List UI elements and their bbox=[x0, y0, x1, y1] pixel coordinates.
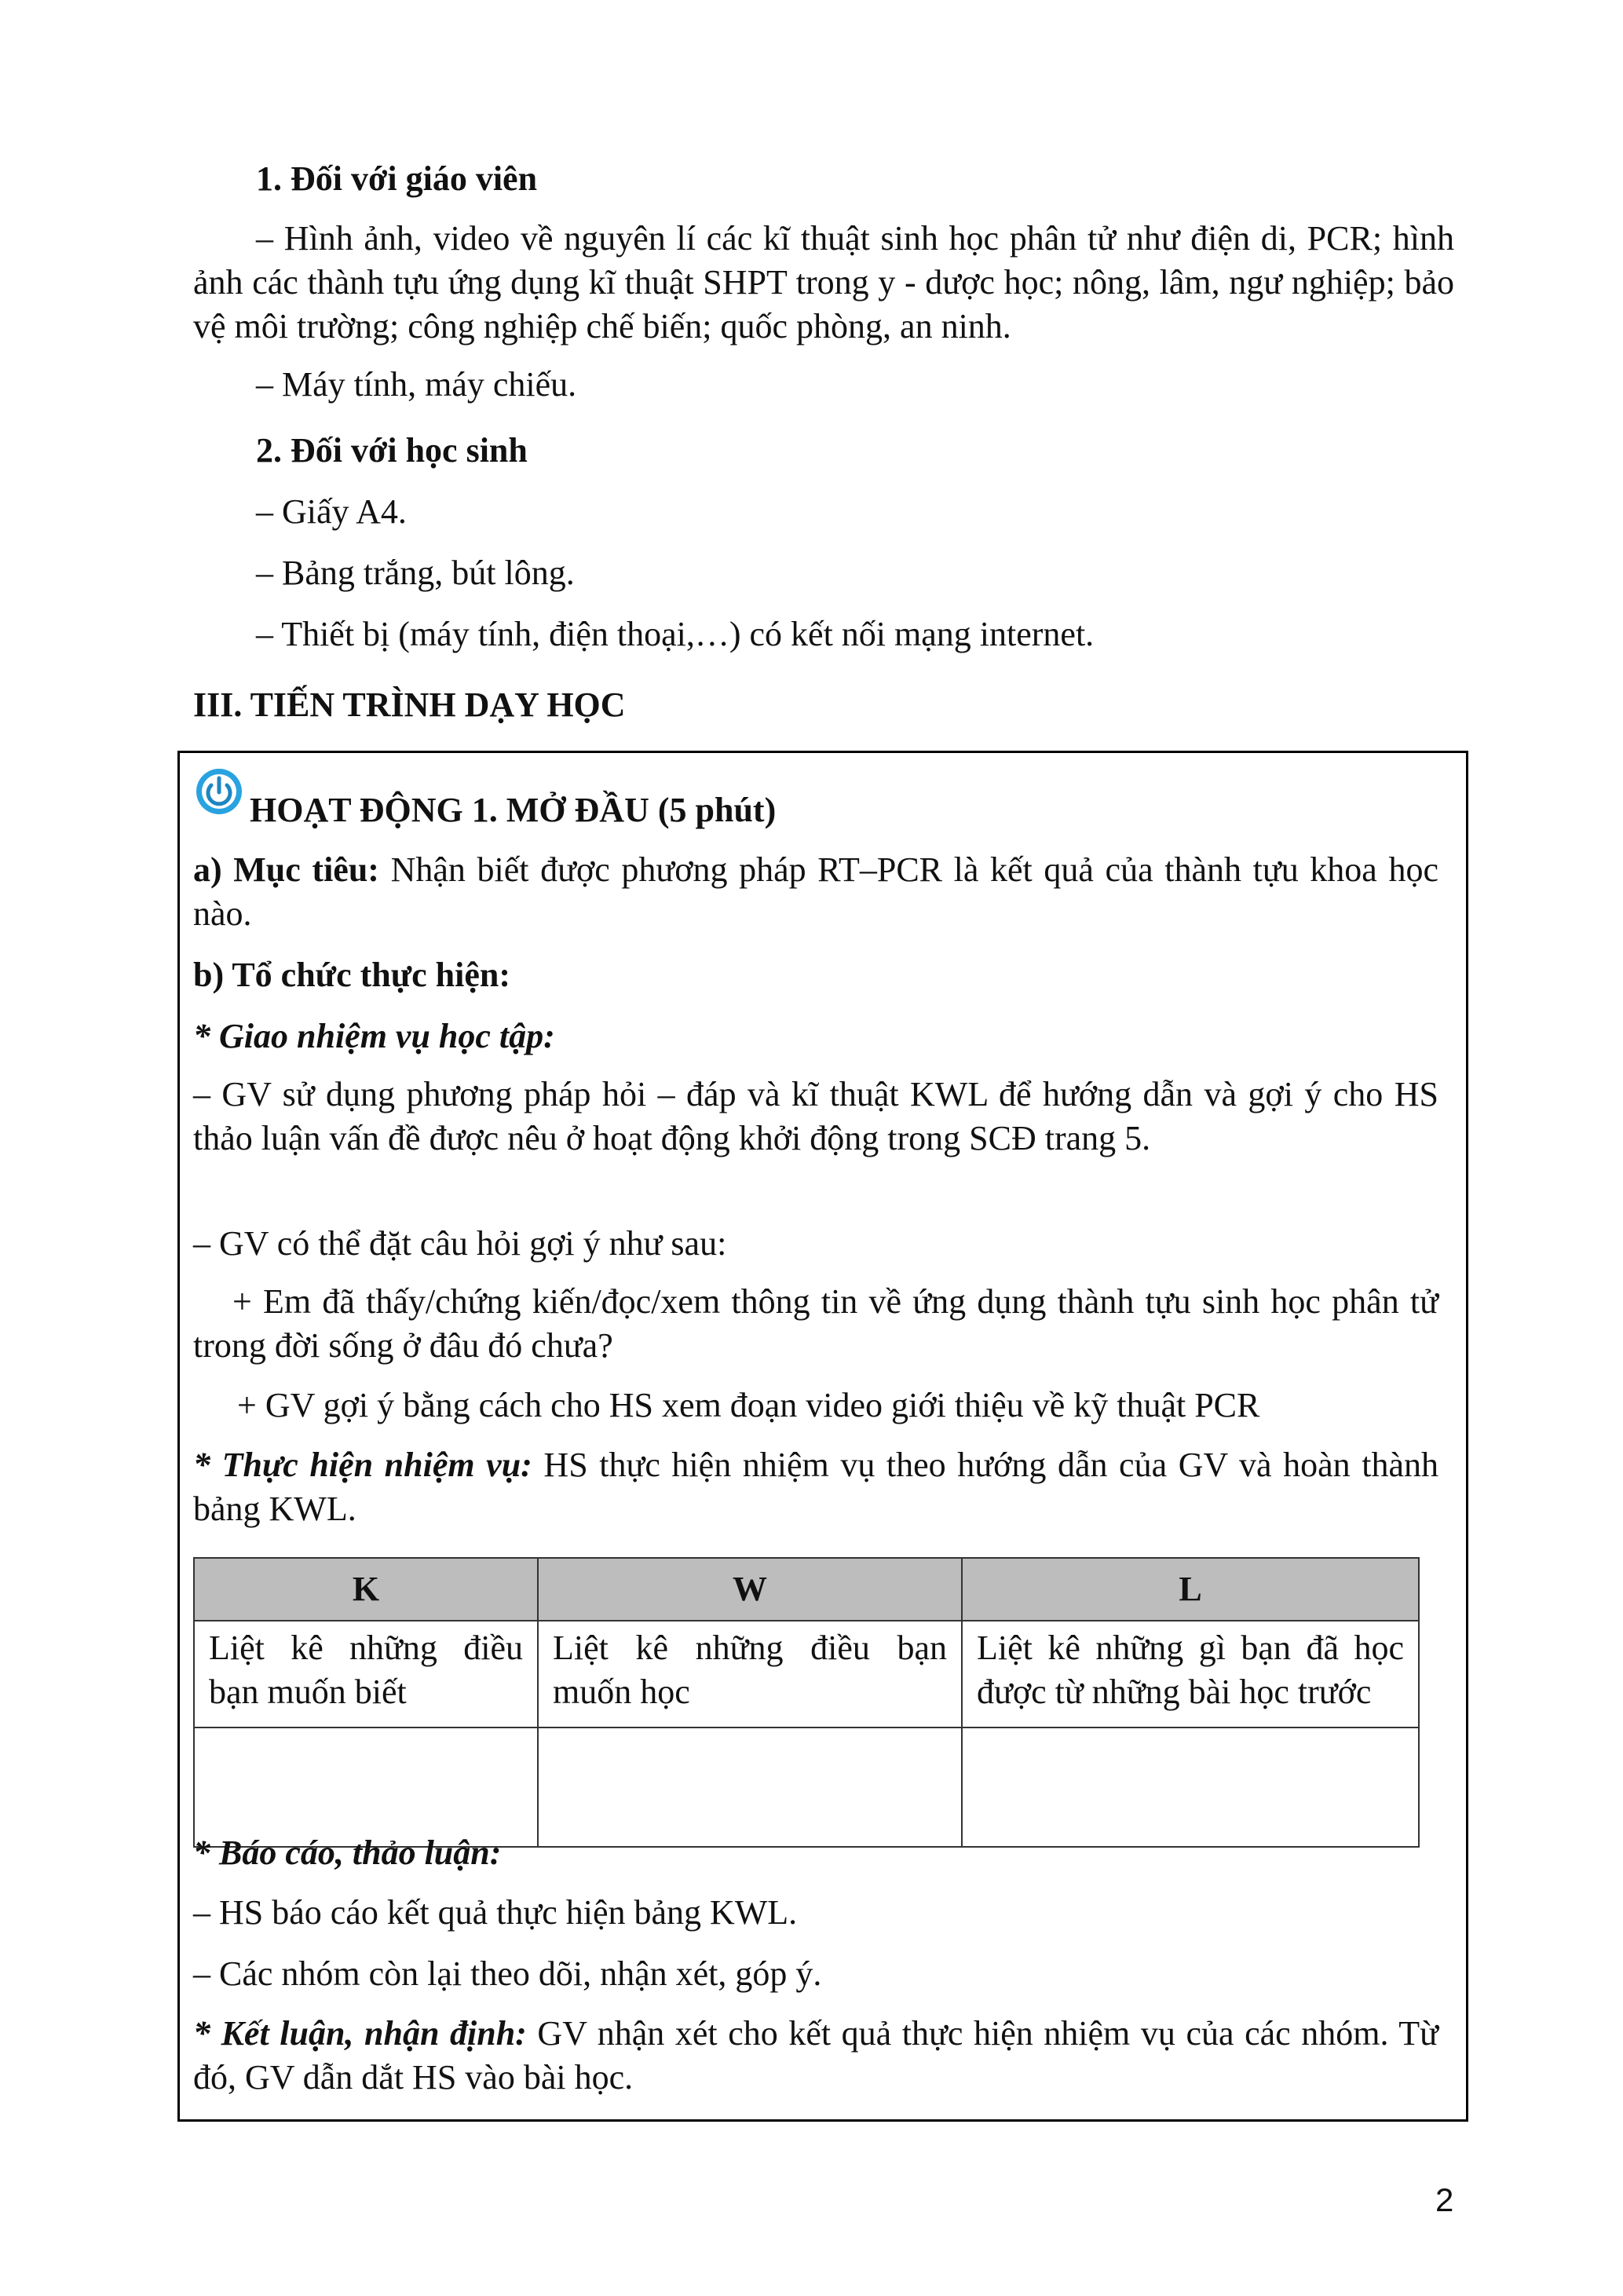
task-paragraph: – GV sử dụng phương pháp hỏi – đáp và kĩ thuật KWL để hướng dẫn và gợi ý cho HS thảo luận vấn đề được nêu ở hoạt động khởi động trong SCĐ trang 5. bbox=[193, 1075, 1438, 1157]
power-icon bbox=[194, 766, 244, 817]
teacher-equipment-paragraph: – Máy tính, máy chiếu. bbox=[256, 365, 577, 404]
student-item: – Giấy A4. bbox=[256, 492, 407, 531]
section-heading-process: III. TIẾN TRÌNH DẠY HỌC bbox=[193, 686, 626, 724]
task-hint: + GV gợi ý bằng cách cho HS xem đoạn video giới thiệu về kỹ thuật PCR bbox=[237, 1386, 1260, 1424]
organization-heading: b) Tổ chức thực hiện: bbox=[193, 956, 511, 994]
activity-goal: a) Mục tiêu: Nhận biết được phương pháp RT–PCR là kết quả của thành tựu khoa học nào. bbox=[193, 850, 1438, 933]
student-item: – Thiết bị (máy tính, điện thoại,…) có kết nối mạng internet. bbox=[256, 615, 1095, 653]
task-paragraph: – GV có thể đặt câu hỏi gợi ý như sau: bbox=[193, 1224, 727, 1263]
kwl-desc-w: Liệt kê những điều bạn muốn học bbox=[538, 1621, 962, 1727]
activity-title: HOẠT ĐỘNG 1. MỞ ĐẦU (5 phút) bbox=[250, 791, 777, 829]
kwl-header-k: K bbox=[194, 1558, 538, 1621]
page-number: 2 bbox=[1435, 2181, 1454, 2218]
perform-task: * Thực hiện nhiệm vụ: HS thực hiện nhiệm vụ theo hướng dẫn của GV và hoàn thành bảng KWL. bbox=[193, 1446, 1439, 1528]
section-heading-teacher: 1. Đối với giáo viên bbox=[256, 159, 538, 198]
task-heading: * Giao nhiệm vụ học tập: bbox=[193, 1017, 555, 1055]
kwl-answer-w[interactable] bbox=[538, 1727, 962, 1847]
kwl-header-w: W bbox=[538, 1558, 962, 1621]
report-paragraph: – HS báo cáo kết quả thực hiện bảng KWL. bbox=[193, 1893, 798, 1932]
kwl-table bbox=[193, 1557, 1420, 1848]
task-question: + Em đã thấy/chứng kiến/đọc/xem thông tin về ứng dụng thành tựu sinh học phân tử trong đời sống ở đâu đó chưa? bbox=[193, 1282, 1438, 1365]
student-item: – Bảng trắng, bút lông. bbox=[256, 554, 575, 592]
conclusion: * Kết luận, nhận định: GV nhận xét cho kết quả thực hiện nhiệm vụ của các nhóm. Từ đó, GV dẫn dắt HS vào bài học. bbox=[193, 2014, 1438, 2097]
kwl-answer-k[interactable] bbox=[194, 1727, 538, 1847]
kwl-desc-k: Liệt kê những điều bạn muốn biết bbox=[194, 1621, 538, 1727]
section-heading-student: 2. Đối với học sinh bbox=[256, 431, 528, 470]
kwl-answer-l[interactable] bbox=[962, 1727, 1419, 1847]
report-heading: * Báo cáo, thảo luận: bbox=[193, 1834, 502, 1872]
report-paragraph: – Các nhóm còn lại theo dõi, nhận xét, góp ý. bbox=[193, 1954, 822, 1993]
kwl-desc-l: Liệt kê những gì bạn đã học được từ những bài học trước bbox=[962, 1621, 1419, 1727]
teacher-materials-paragraph: – Hình ảnh, video về nguyên lí các kĩ thuật sinh học phân tử như điện di, PCR; hình ảnh các thành tựu ứng dụng kĩ thuật SHPT trong y - dược học; nông, lâm, ngư nghiệp; bảo vệ môi trường; công nghiệp chế biến; quốc phòng, an ninh. bbox=[193, 219, 1454, 345]
kwl-header-l: L bbox=[962, 1558, 1419, 1621]
